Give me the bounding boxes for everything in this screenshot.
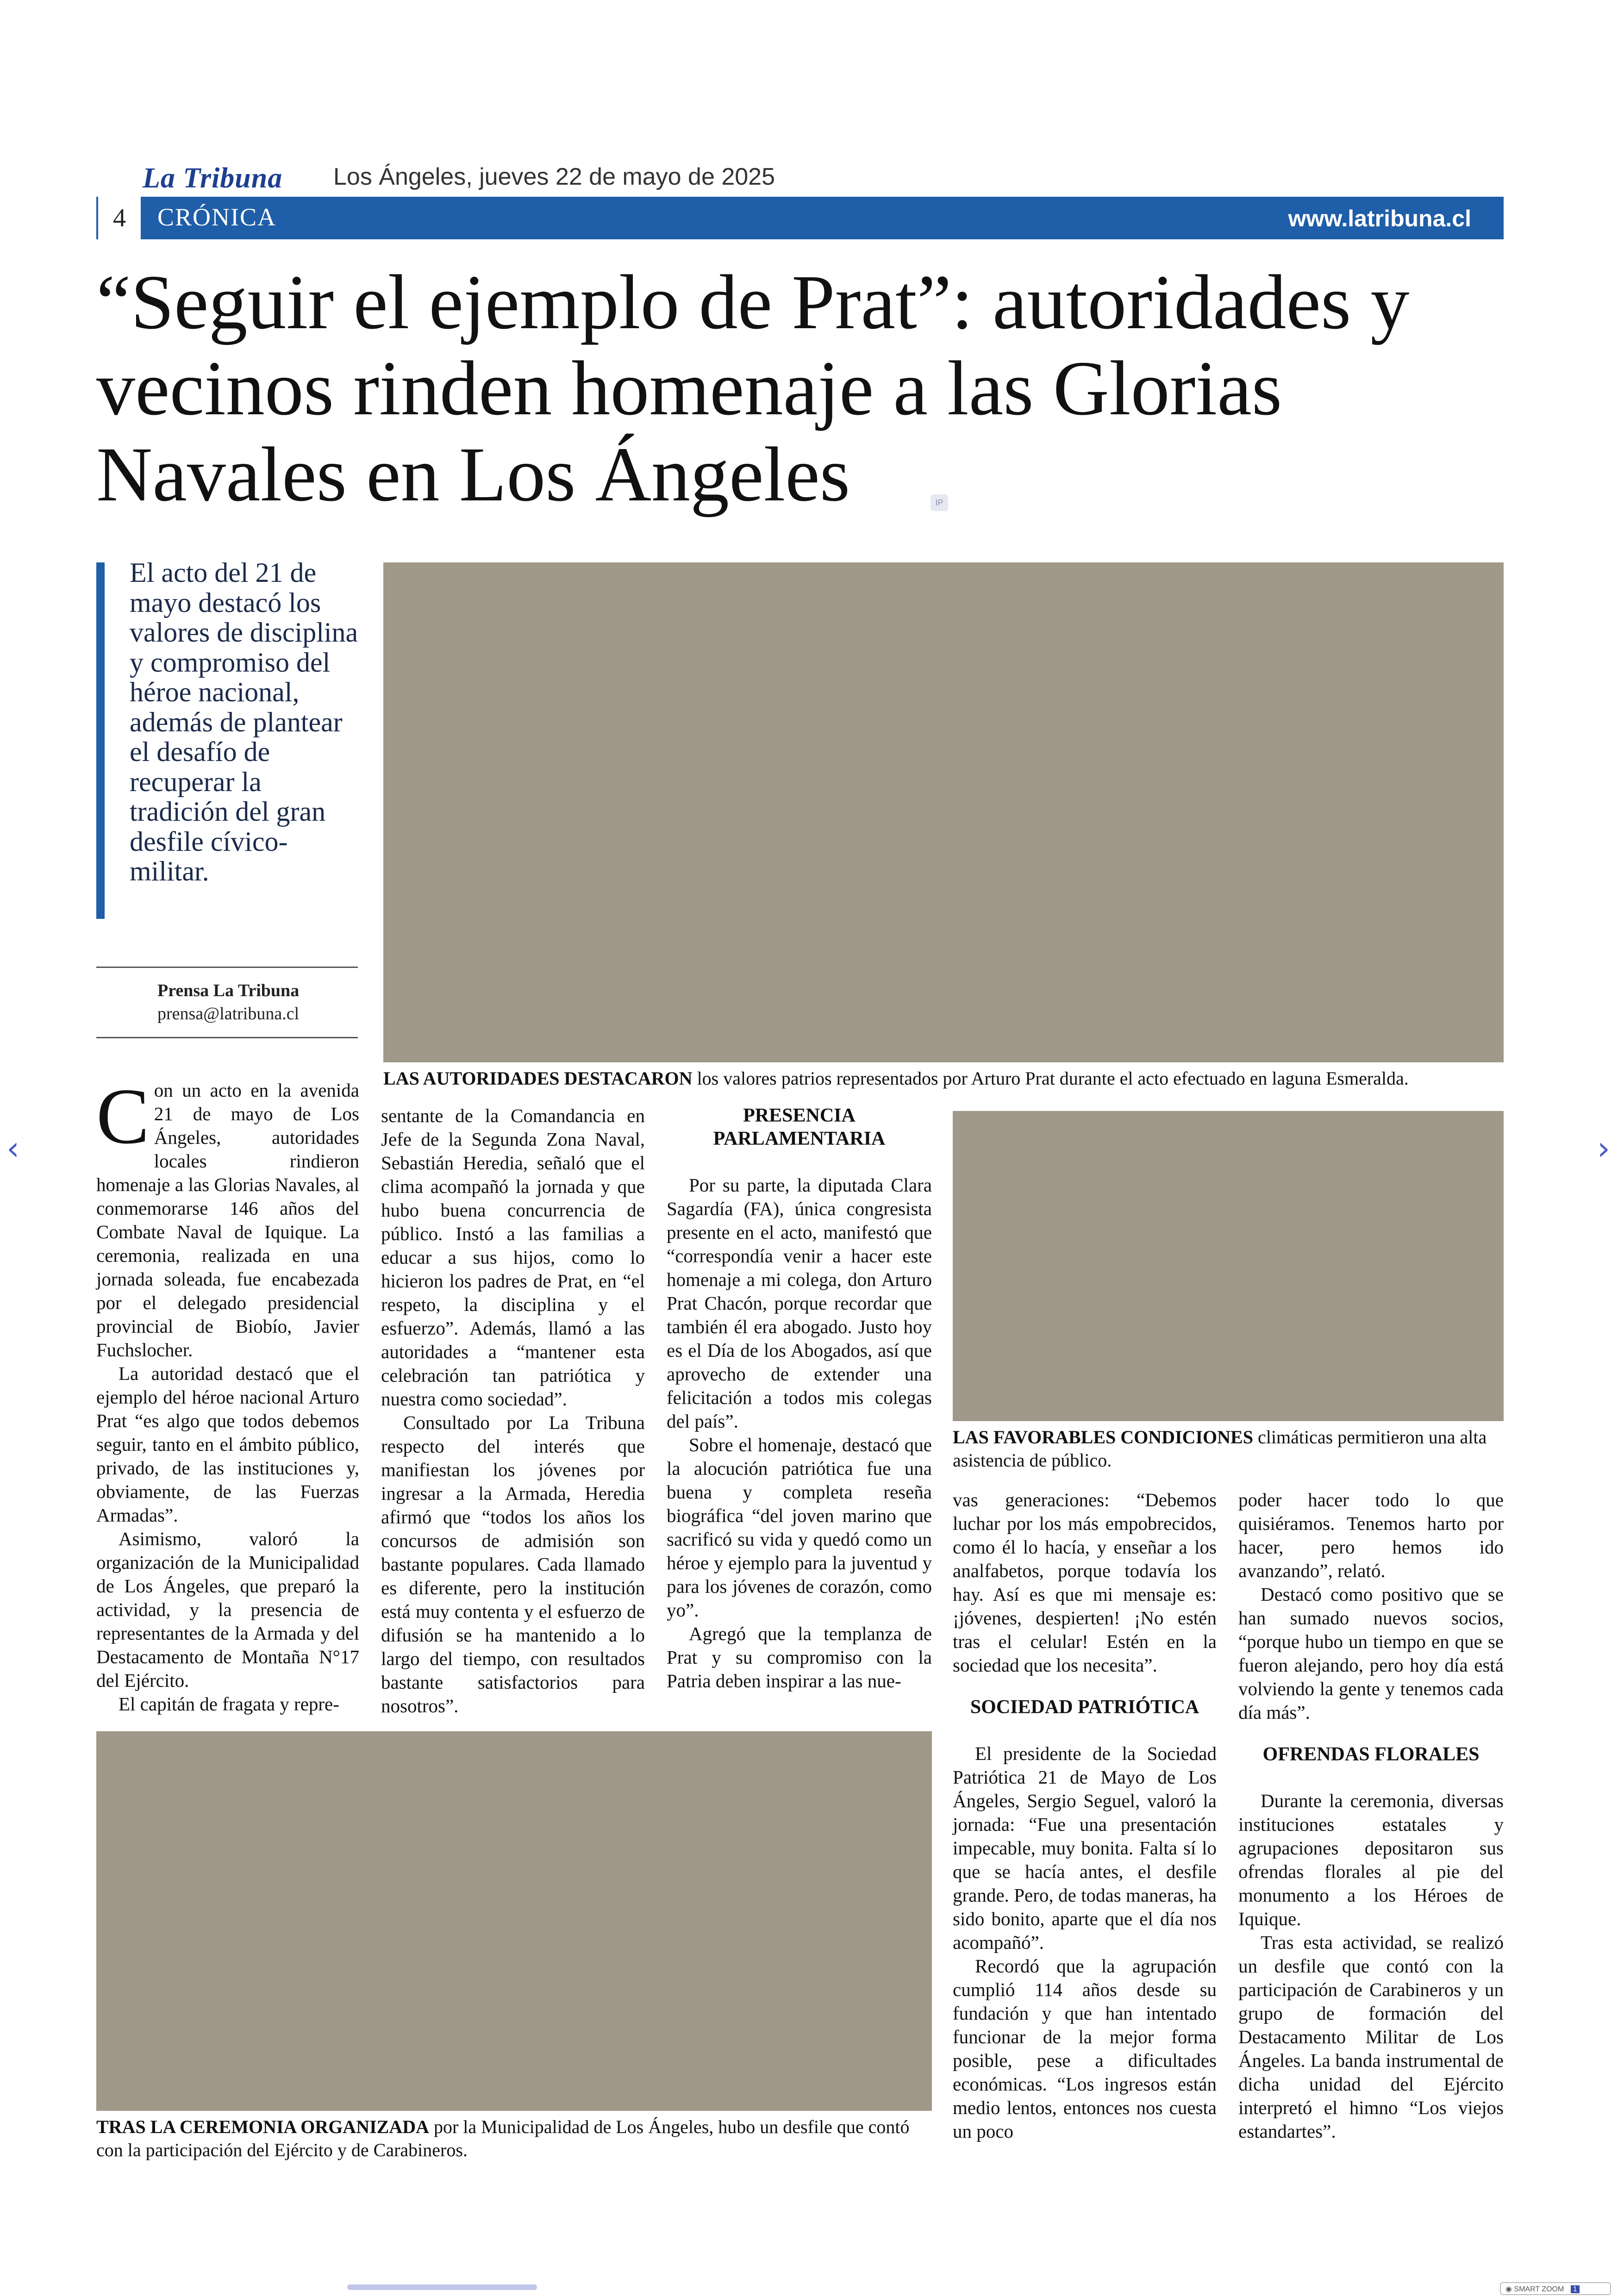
col5-paragraph-3: Durante la ceremonia, diversas instituciones estatales y agrupaciones depositaron sus ofrendas florales al pie del monumento a los Héroes de Iquique. bbox=[1238, 1790, 1504, 1929]
col5-paragraph-2: Destacó como positivo que se han sumado nuevos socios, “porque hubo un tiempo en que se fueron alejando, pero hoy día está volviendo la gente y tenemos cada día más”. bbox=[1238, 1584, 1504, 1723]
main-photo-caption bbox=[383, 1067, 1504, 1090]
eye-icon: ◉ bbox=[1505, 2285, 1512, 2293]
third-photo bbox=[96, 1731, 932, 2111]
col2-paragraph-2: Consultado por La Tribuna respecto del interés que manifiestan los jóvenes por ingresar a la Armada, Heredia afirmó que “todos los años los concursos de admisión son bastante populares. Cada llamado es diferente, pero la institución está muy contenta y el esfuerzo de difusión se ha mantenido a lo largo del tiempo, con resultados bastante satisfactorios para nosotros”. bbox=[381, 1412, 645, 1716]
col5-paragraph-1: poder hacer todo lo que quisiéramos. Tenemos harto por hacer, pero hemos ido avanzando”, relató. bbox=[1238, 1489, 1504, 1581]
col1-paragraph-4: El capitán de fragata y repre- bbox=[119, 1693, 339, 1715]
main-photo bbox=[383, 562, 1504, 1062]
col4-paragraph-3: Recordó que la agrupación cumplió 114 años desde su fundación y que han intentado funcionar de la mejor forma posible, pese a dificultades económicas. “Los ingresos están medio lentos, entonces nos cuesta un poco bbox=[953, 1955, 1217, 2142]
smart-zoom-label: SMART ZOOM bbox=[1514, 2285, 1564, 2293]
subhead-ofrendas-florales: OFRENDAS FLORALES bbox=[1262, 1744, 1480, 1765]
smart-zoom-count: 1 bbox=[1571, 2285, 1580, 2293]
headline: “Seguir el ejemplo de Prat”: autoridades y vecinos rinden homenaje a las Glorias Navales en Los Ángeles bbox=[96, 259, 1410, 518]
second-photo-caption bbox=[953, 1426, 1504, 1472]
third-caption-lead: TRAS LA CEREMONIA ORGANIZADA bbox=[96, 2116, 429, 2137]
section-name: CRÓNICA bbox=[157, 203, 277, 231]
third-photo-caption bbox=[96, 2115, 932, 2162]
second-photo bbox=[953, 1111, 1504, 1421]
col2-paragraph-1: sentante de la Comandancia en Jefe de la Segunda Zona Naval, Sebastián Heredia, señaló que el clima acompañó la jornada y que hubo buena concurrencia de público. Instó a las familias a educar a sus hijos, como lo hicieron los padres de Prat, en “el respeto, la disciplina y el esfuerzo”. Además, llamó a las autoridades a “mantener esta celebración tan patriótica y nuestra como sociedad”. bbox=[381, 1105, 645, 1410]
main-caption-text: los valores patrios representados por Arturo Prat durante el acto efectuado en laguna Esmeralda. bbox=[692, 1068, 1409, 1089]
smart-zoom-control[interactable] bbox=[1500, 2282, 1611, 2295]
byline-name: Prensa La Tribuna bbox=[157, 981, 300, 1000]
masthead-date: Los Ángeles, jueves 22 de mayo de 2025 bbox=[333, 163, 775, 190]
col3-paragraph-2: Sobre el homenaje, destacó que la alocución patriótica fue una buena y completa reseña biográfica “del joven marino que sacrificó su vida y quedó como un héroe y ejemplo para la juventud y para los jóvenes de corazón, como yo”. bbox=[667, 1434, 932, 1621]
next-page-icon[interactable]: › bbox=[1597, 1129, 1610, 1167]
body-column-1 bbox=[96, 1073, 359, 1716]
col1-paragraph-2: La autoridad destacó que el ejemplo del héroe nacional Arturo Prat “es algo que todos debemos seguir, tanto en el ámbito público, privado, de las instituciones y, obviamente, de las Fuerzas Armadas”. bbox=[96, 1363, 359, 1526]
page-progress-bar[interactable] bbox=[347, 2284, 537, 2290]
col5-paragraph-4: Tras esta actividad, se realizó un desfile que contó con la participación de Carabineros y un grupo de formación del Destacamento Militar de Los Ángeles. La banda instrumental de dicha unidad del Ejército interpretó el himno “Los viejos estandartes”. bbox=[1238, 1932, 1504, 2142]
body-column-4 bbox=[953, 1488, 1217, 2143]
byline-email[interactable]: prensa@latribuna.cl bbox=[157, 1004, 300, 1023]
third-caption-text: por la Municipalidad de Los Ángeles, hubo un desfile que contó con la participación del Ejército y de Carabineros. bbox=[96, 2116, 910, 2160]
col1-paragraph-1: on un acto en la avenida 21 de mayo de Los Ángeles, autoridades locales rindieron homenaje a las Glorias Navales, al conmemorarse 146 años del Combate Naval de Iquique. La ceremonia, realizada en una jornada soleada, fue encabezada por el delegado presidencial provincial de Biobío, Javier Fuchslocher. bbox=[96, 1079, 359, 1360]
byline-rule-top bbox=[96, 967, 358, 968]
second-caption-lead: LAS FAVORABLES CONDICIONES bbox=[953, 1427, 1253, 1447]
subhead-presencia-parlamentaria: PRESENCIA PARLAMENTARIA bbox=[713, 1105, 886, 1149]
site-url[interactable]: www.latribuna.cl bbox=[1288, 206, 1471, 231]
second-caption-text: climáticas permitieron una alta asistencia de público. bbox=[953, 1427, 1487, 1471]
col1-paragraph-3: Asimismo, valoró la organización de la Municipalidad de Los Ángeles, que preparó la actividad, y la presencia de representantes de la Armada y del Destacamento de Montaña N°17 del Ejército. bbox=[96, 1528, 359, 1691]
col4-paragraph-1: vas generaciones: “Debemos luchar por los más empobrecidos, como él lo hacía, y enseñar a los analfabetos, porque todavía los hay. Así es que mi mensaje es: ¡jóvenes, despierten! ¡No estén tras el celular! Estén en la sociedad que los necesita”. bbox=[953, 1489, 1217, 1676]
byline-rule-bottom bbox=[96, 1037, 358, 1038]
page-number: 4 bbox=[96, 197, 141, 239]
previous-page-icon[interactable]: ‹ bbox=[6, 1129, 19, 1167]
masthead-logo: La Tribuna bbox=[143, 162, 283, 194]
col4-paragraph-2: El presidente de la Sociedad Patriótica 21 de Mayo de Los Ángeles, Sergio Seguel, valoró la jornada: “Fue una presentación impecable, muy bonita. Falta sí lo que se hacía antes, el desfile grande. Pero, de todas maneras, ha sido bonito, aparte que el día nos acompañó”. bbox=[953, 1743, 1217, 1953]
lead-paragraph: El acto del 21 de mayo destacó los valores de disciplina y compromiso del héroe nacional, además de plantear el desafío de recuperar la tradición del gran desfile cívico-militar. bbox=[130, 557, 358, 886]
subhead-sociedad-patriotica: SOCIEDAD PATRIÓTICA bbox=[970, 1697, 1199, 1718]
main-caption-lead: LAS AUTORIDADES DESTACARON bbox=[383, 1068, 693, 1089]
lead-accent-bar bbox=[96, 562, 105, 919]
ip-badge: IP bbox=[931, 494, 948, 511]
col3-paragraph-1: Por su parte, la diputada Clara Sagardía (FA), única congresista presente en el acto, manifestó que “correspondía venir a hacer este homenaje a mi colega, don Arturo Prat Chacón, porque recordar que también él era abogado. Justo hoy es el Día de los Abogados, así que aprovecho de extender una felicitación a todos mis colegas del país”. bbox=[667, 1174, 932, 1432]
drop-cap: C bbox=[96, 1073, 150, 1160]
col3-paragraph-3: Agregó que la templanza de Prat y su compromiso con la Patria deben inspirar a las nue- bbox=[667, 1623, 932, 1691]
body-column-3 bbox=[667, 1104, 932, 1693]
body-column-5 bbox=[1238, 1488, 1504, 2143]
body-column-2 bbox=[381, 1104, 645, 1718]
